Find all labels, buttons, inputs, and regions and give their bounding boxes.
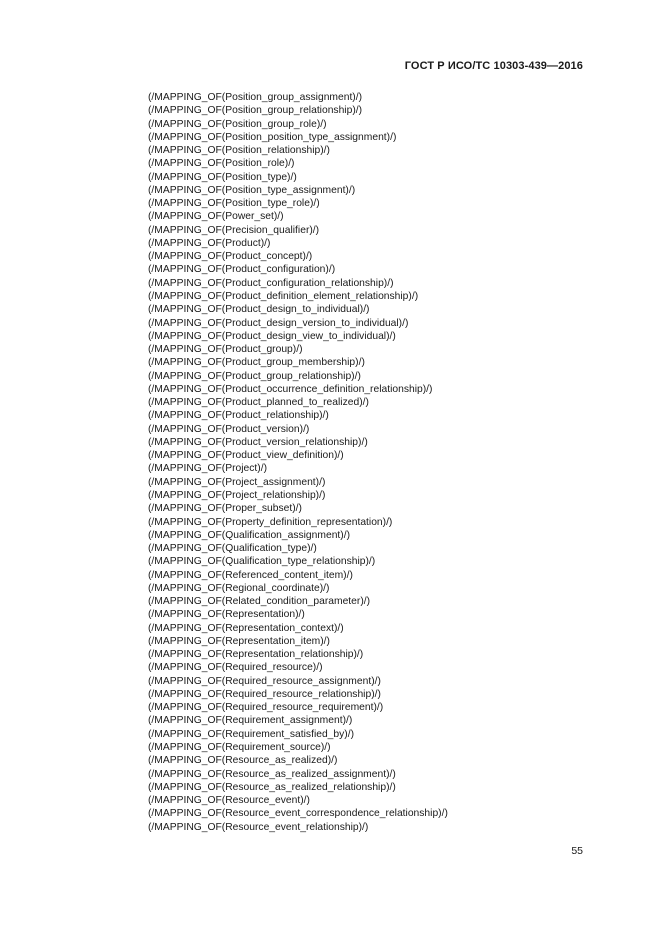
mapping-line: (/MAPPING_OF(Precision_qualifier)/) [148, 224, 320, 236]
mapping-line: (/MAPPING_OF(Required_resource_relationship)/) [148, 688, 381, 700]
mapping-line: (/MAPPING_OF(Related_condition_parameter)/) [148, 596, 371, 608]
mapping-line: (/MAPPING_OF(Product_planned_to_realized)/) [148, 397, 369, 409]
mapping-line: (/MAPPING_OF(Position_group_assignment)/) [148, 92, 363, 103]
mapping-line: (/MAPPING_OF(Qualification_assignment)/) [148, 529, 350, 541]
mapping-line: (/MAPPING_OF(Position_type_role)/) [148, 198, 320, 210]
mapping-line: (/MAPPING_OF(Resource_event_correspondence_relationship)/) [148, 808, 448, 820]
mapping-line: (/MAPPING_OF(Representation_item)/) [148, 635, 330, 647]
mapping-line: (/MAPPING_OF(Resource_event)/) [148, 795, 310, 807]
mapping-line: (/MAPPING_OF(Power_set)/) [148, 211, 284, 223]
mapping-line: (/MAPPING_OF(Representation)/) [148, 609, 305, 621]
document-title: ГОСТ Р ИСО/ТС 10303-439—2016 [404, 60, 583, 72]
mapping-line: (/MAPPING_OF(Product_occurrence_definition_relationship)/) [148, 383, 433, 395]
mapping-line: (/MAPPING_OF(Product_group_membership)/) [148, 357, 365, 369]
mapping-line: (/MAPPING_OF(Position_group_role)/) [148, 118, 327, 130]
mapping-line: (/MAPPING_OF(Resource_as_realized_assignment)/) [148, 768, 396, 780]
mapping-line: (/MAPPING_OF(Project_relationship)/) [148, 489, 326, 501]
mapping-line: (/MAPPING_OF(Product)/) [148, 237, 271, 249]
mapping-line: (/MAPPING_OF(Referenced_content_item)/) [148, 569, 353, 581]
mapping-line: (/MAPPING_OF(Requirement_assignment)/) [148, 715, 353, 727]
mapping-line: (/MAPPING_OF(Regional_coordinate)/) [148, 582, 330, 594]
mapping-line: (/MAPPING_OF(Qualification_type_relationship)/) [148, 556, 376, 568]
page-number: 55 [571, 845, 583, 857]
mapping-line: (/MAPPING_OF(Resource_as_realized_relationship)/) [148, 781, 396, 793]
mapping-line: (/MAPPING_OF(Requirement_satisfied_by)/) [148, 728, 355, 740]
mapping-line: (/MAPPING_OF(Product_relationship)/) [148, 410, 329, 422]
mapping-line: (/MAPPING_OF(Product_design_view_to_individual)/) [148, 330, 396, 342]
mapping-line: (/MAPPING_OF(Project_assignment)/) [148, 476, 326, 488]
mapping-line: (/MAPPING_OF(Position_type_assignment)/) [148, 184, 356, 196]
mapping-line: (/MAPPING_OF(Product_view_definition)/) [148, 450, 344, 462]
mapping-line: (/MAPPING_OF(Position_relationship)/) [148, 145, 330, 157]
mapping-line: (/MAPPING_OF(Position_position_type_assignment)/) [148, 131, 397, 143]
mapping-line: (/MAPPING_OF(Required_resource_assignment)/) [148, 675, 381, 687]
mapping-line: (/MAPPING_OF(Product_design_version_to_individual)/) [148, 317, 409, 329]
mapping-line: (/MAPPING_OF(Product_group)/) [148, 344, 303, 356]
mapping-line: (/MAPPING_OF(Product_configuration)/) [148, 264, 336, 276]
mapping-line: (/MAPPING_OF(Product_group_relationship)/) [148, 370, 361, 382]
mapping-line: (/MAPPING_OF(Requirement_source)/) [148, 742, 331, 754]
mapping-line: (/MAPPING_OF(Product_version_relationship)/) [148, 436, 368, 448]
mapping-line: (/MAPPING_OF(Project)/) [148, 463, 267, 475]
mapping-line: (/MAPPING_OF(Representation_relationship)/) [148, 649, 364, 661]
mapping-line: (/MAPPING_OF(Position_type)/) [148, 171, 297, 183]
mapping-line: (/MAPPING_OF(Position_group_relationship)/) [148, 105, 363, 117]
mapping-line: (/MAPPING_OF(Resource_event_relationship)/) [148, 821, 369, 833]
mapping-line: (/MAPPING_OF(Product_configuration_relationship)/) [148, 277, 394, 289]
mapping-line: (/MAPPING_OF(Resource_as_realized)/) [148, 755, 338, 767]
mapping-line: (/MAPPING_OF(Required_resource)/) [148, 662, 323, 674]
mapping-line: (/MAPPING_OF(Product_concept)/) [148, 251, 313, 263]
mapping-list [148, 91, 448, 834]
mapping-line: (/MAPPING_OF(Required_resource_requirement)/) [148, 702, 384, 714]
mapping-line: (/MAPPING_OF(Proper_subset)/) [148, 503, 302, 515]
mapping-line: (/MAPPING_OF(Property_definition_representation)/) [148, 516, 393, 528]
mapping-line: (/MAPPING_OF(Product_definition_element_relationship)/) [148, 290, 419, 302]
mapping-line: (/MAPPING_OF(Representation_context)/) [148, 622, 344, 634]
mapping-line: (/MAPPING_OF(Position_role)/) [148, 158, 295, 170]
mapping-line: (/MAPPING_OF(Product_version)/) [148, 423, 310, 435]
mapping-line: (/MAPPING_OF(Qualification_type)/) [148, 543, 317, 555]
mapping-line: (/MAPPING_OF(Product_design_to_individual)/) [148, 304, 370, 316]
